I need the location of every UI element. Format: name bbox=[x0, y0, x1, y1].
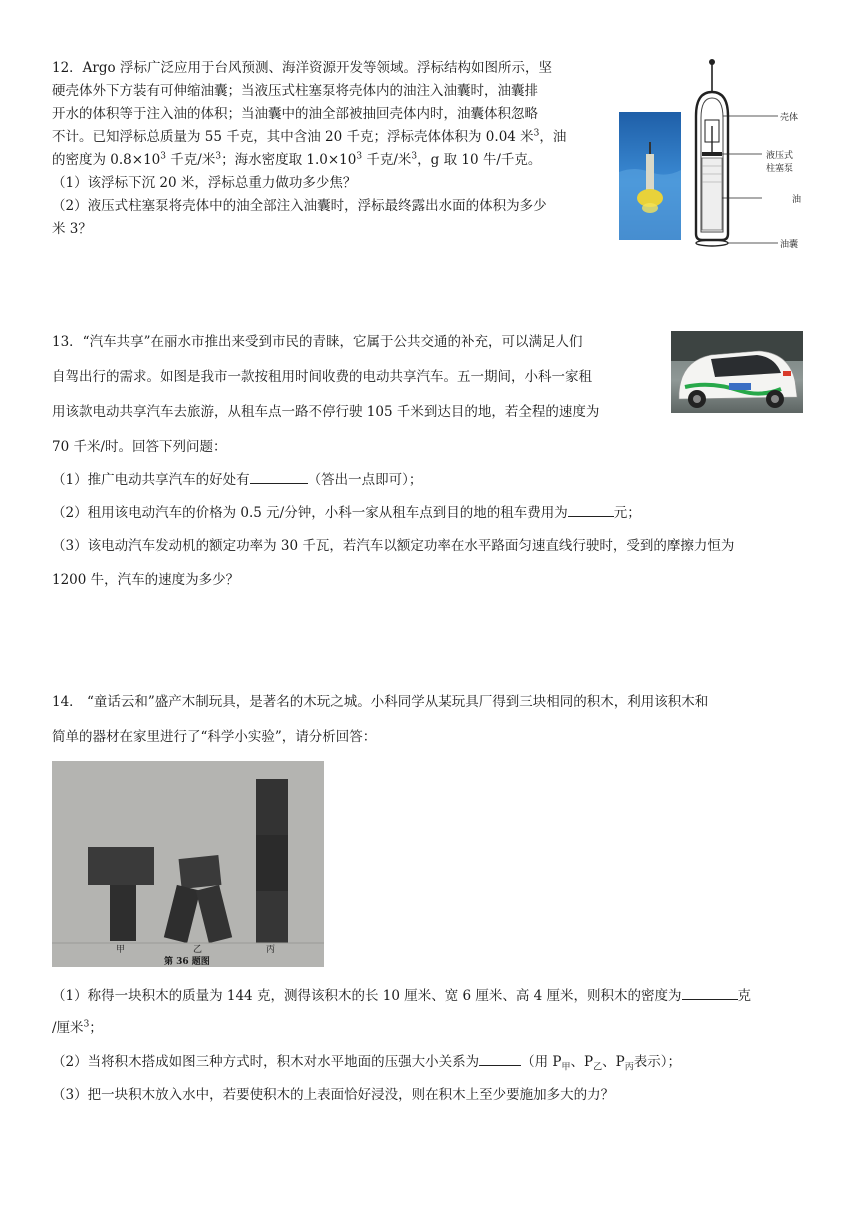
q14-subq-2: （2）当将积木搭成如图三种方式时，积木对水平地面的压强大小关系为 （用 $P_甲$、$P_乙$、$P_丙$表示）； bbox=[52, 1050, 681, 1073]
q14-subq-1-cont: /厘米$^3$； bbox=[52, 1019, 103, 1036]
photo-label-jia: 甲 bbox=[116, 945, 126, 955]
q13-line-4: 70 千米/时。回答下列问题： bbox=[52, 439, 227, 455]
q12-line-4: 不计。已知浮标总质量为 55 千克，其中含油 20 千克；浮标壳体体积为 0.04 米$^3$，油 bbox=[52, 128, 567, 145]
label-shell: 壳体 bbox=[780, 113, 799, 123]
answer-blank[interactable] bbox=[568, 502, 614, 517]
label-pump-1: 液压式 bbox=[766, 151, 794, 161]
photo-label-yi: 乙 bbox=[193, 945, 203, 955]
q14-line-1: 14． “童话云和”盛产木制玩具，是著名的木玩之城。小科同学从某玩具厂得到三块相同的积木，利用该积木和 bbox=[52, 694, 709, 710]
q12-line-1: 12．Argo 浮标广泛应用于台风预测、海洋资源开发等领域。浮标结构如图所示，坚 bbox=[52, 60, 552, 76]
photo-label-bing: 丙 bbox=[266, 945, 276, 955]
answer-blank[interactable] bbox=[479, 1051, 521, 1066]
q13-subq-2: （2）租用该电动汽车的价格为 0.5 元/分钟，小科一家从租车点到目的地的租车费用为 元； bbox=[52, 501, 641, 521]
question-12 bbox=[52, 50, 612, 250]
q13-subq-3-cont: 1200 牛，汽车的速度为多少？ bbox=[52, 572, 240, 588]
q12-subq-2-cont: 米 3？ bbox=[52, 221, 92, 237]
label-pump-2: 柱塞泵 bbox=[766, 164, 794, 174]
blocks-photo bbox=[52, 761, 324, 967]
label-oil-bag: 油囊 bbox=[780, 240, 799, 250]
q13-subq-3: （3）该电动汽车发动机的额定功率为 30 千瓦，若汽车以额定功率在水平路面匀速直线行驶时，受到的摩擦力恒为 bbox=[52, 538, 735, 554]
q14-line-2: 简单的器材在家里进行了“科学小实验”，请分析回答： bbox=[52, 729, 377, 745]
q12-line-2: 硬壳体外下方装有可伸缩油囊；当液压式柱塞泵将壳体内的油注入油囊时，油囊排 bbox=[52, 83, 538, 99]
q14-subq-1: （1）称得一块积木的质量为 144 克，测得该积木的长 10 厘米、宽 6 厘米、高 4 厘米，则积木的密度为 克 bbox=[52, 984, 751, 1004]
label-oil: 油 bbox=[792, 195, 802, 205]
q12-line-3: 开水的体积等于注入油的体积；当油囊中的油全部被抽回壳体内时，油囊体积忽略 bbox=[52, 106, 538, 122]
answer-blank[interactable] bbox=[682, 985, 738, 1000]
q12-subq-1: （1）该浮标下沉 20 米，浮标总重力做功多少焦？ bbox=[52, 175, 357, 191]
buoy-structure-diagram bbox=[690, 56, 810, 252]
q12-line-5: 的密度为 $0.8\times 10^3$ 千克/米$^3$；海水密度取 $1.0\times 10^3$ 千克/米$^3$，g 取 10 牛/千克。 bbox=[52, 151, 542, 168]
car-drawing bbox=[671, 331, 803, 413]
shared-car-photo bbox=[671, 331, 803, 413]
q13-subq-1: （1）推广电动共享汽车的好处有 （答出一点即可）； bbox=[52, 468, 422, 488]
q13-line-1: 13．“汽车共享”在丽水市推出来受到市民的青睐，它属于公共交通的补充，可以满足人们 bbox=[52, 334, 583, 350]
answer-blank[interactable] bbox=[250, 469, 308, 484]
buoy-photo bbox=[619, 112, 681, 240]
photo-caption: 第 36 题图 bbox=[164, 957, 210, 967]
q13-line-2: 自驾出行的需求。如图是我市一款按租用时间收费的电动共享汽车。五一期间，小科一家租 bbox=[52, 369, 592, 385]
blocks-drawing bbox=[52, 761, 324, 967]
q13-line-3: 用该款电动共享汽车去旅游，从租车点一路不停行驶 105 千米到达目的地，若全程的速度为 bbox=[52, 404, 600, 420]
q14-subq-3: （3）把一块积木放入水中，若要使积木的上表面恰好浸没，则在积木上至少要施加多大的力？ bbox=[52, 1087, 615, 1103]
buoy-photo-drawing bbox=[619, 112, 681, 240]
q12-subq-2: （2）液压式柱塞泵将壳体中的油全部注入油囊时，浮标最终露出水面的体积为多少 bbox=[52, 198, 547, 214]
question-14-intro bbox=[52, 690, 812, 750]
question-14-subqs bbox=[52, 984, 812, 1104]
